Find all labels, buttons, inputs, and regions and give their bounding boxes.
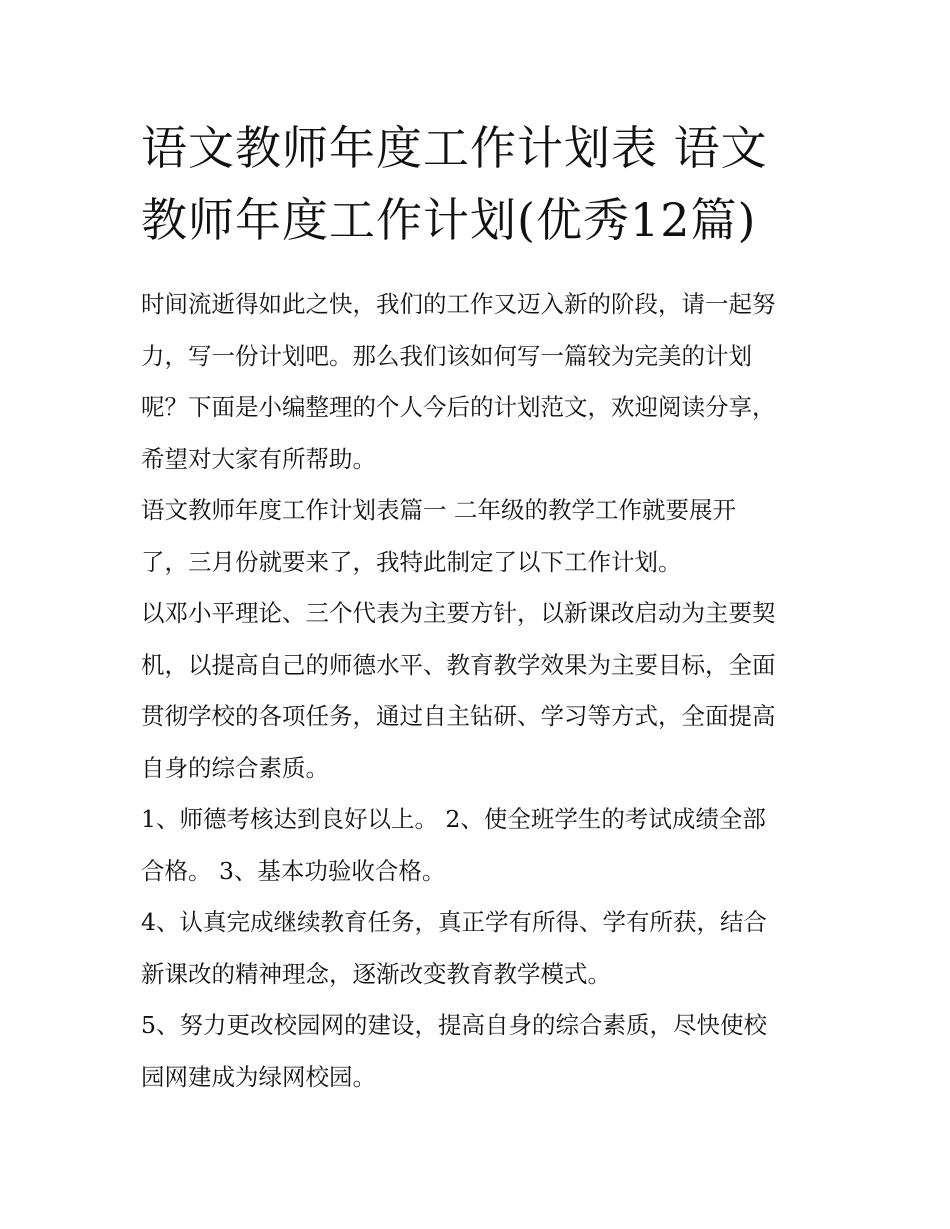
text-line: 自身的综合素质。 bbox=[141, 753, 329, 782]
text-line: 4、认真完成继续教育任务，真正学有所得、学有所获，结合 bbox=[141, 908, 767, 936]
paragraph-intro bbox=[141, 279, 831, 485]
text-line: 5、努力更改校园网的建设，提高自身的综合素质，尽快使校 bbox=[141, 1011, 767, 1039]
text-line: 呢？下面是小编整理的个人今后的计划范文，欢迎阅读分享， bbox=[141, 393, 776, 421]
text-line: 语文教师年度工作计划表篇一 二年级的教学工作就要展开 bbox=[141, 496, 736, 524]
text-line: 时间流逝得如此之快，我们的工作又迈入新的阶段，请一起努 bbox=[141, 290, 776, 318]
paragraph-goals-1-3 bbox=[141, 794, 831, 897]
text-line: 园网建成为绿网校园。 bbox=[141, 1062, 376, 1091]
title-line: 语文教师年度工作计划表 语文 bbox=[141, 121, 768, 175]
title-line: 教师年度工作计划(优秀12篇) bbox=[141, 193, 757, 247]
document-body bbox=[141, 279, 831, 1103]
paragraph-goal-4 bbox=[141, 897, 831, 1000]
text-line: 以邓小平理论、三个代表为主要方针，以新课改启动为主要契 bbox=[141, 599, 776, 627]
paragraph-goal-5 bbox=[141, 1000, 831, 1103]
text-line: 了，三月份就要来了，我特此制定了以下工作计划。 bbox=[141, 547, 682, 576]
paragraph-guideline bbox=[141, 588, 831, 794]
text-line: 合格。 3、基本功验收合格。 bbox=[141, 856, 446, 885]
text-line: 力，写一份计划吧。那么我们该如何写一篇较为完美的计划 bbox=[141, 341, 752, 370]
document-title bbox=[141, 112, 821, 256]
text-line: 希望对大家有所帮助。 bbox=[141, 444, 376, 473]
paragraph-section-one bbox=[141, 485, 831, 588]
text-line: 机，以提高自己的师德水平、教育教学效果为主要目标，全面 bbox=[141, 650, 776, 679]
text-line: 贯彻学校的各项任务，通过自主钻研、学习等方式，全面提高 bbox=[141, 702, 776, 730]
text-line: 新课改的精神理念，逐渐改变教育教学模式。 bbox=[141, 959, 611, 988]
text-line: 1、师德考核达到良好以上。 2、使全班学生的考试成绩全部 bbox=[141, 805, 766, 833]
